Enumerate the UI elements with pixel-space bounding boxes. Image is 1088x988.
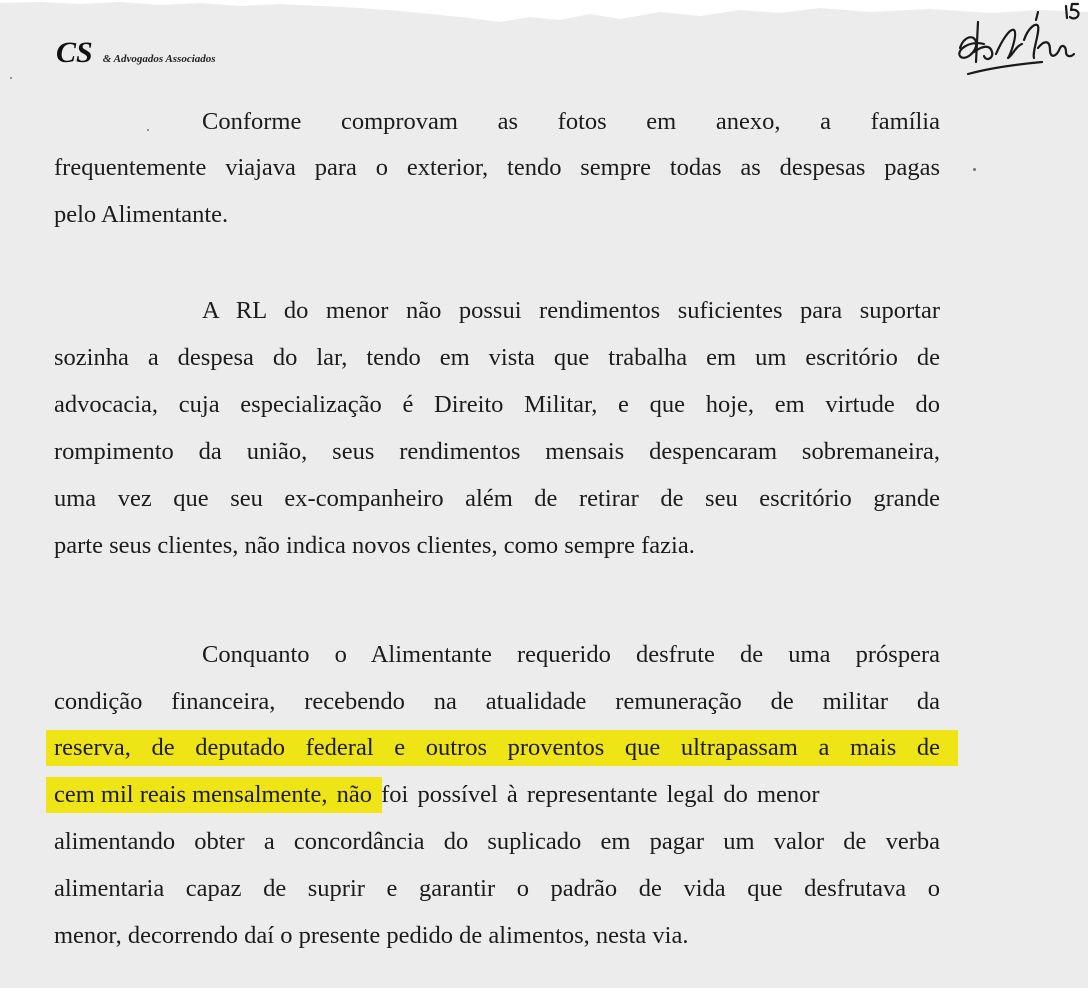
paragraph-1-line-1: Conforme comprovam as fotos em anexo, a família	[202, 108, 940, 135]
paragraph-2-line-4: rompimento da união, seus rendimentos mensais despencaram sobremaneira,	[54, 438, 940, 465]
speck	[147, 129, 149, 131]
paragraph-3-line-5: alimentando obter a concordância do suplicado em pagar um valor de verba	[54, 828, 940, 855]
paragraph-2-line-1: A RL do menor não possui rendimentos suficientes para suportar	[202, 297, 940, 324]
paragraph-1-line-3: pelo Alimentante.	[54, 201, 229, 228]
paragraph-3-line-3-highlighted: reserva, de deputado federal e outros proventos que ultrapassam a mais de	[54, 734, 940, 761]
paragraph-2-line-5: uma vez que seu ex-companheiro além de retirar de seu escritório grande	[54, 485, 940, 512]
letterhead	[56, 36, 216, 70]
paragraph-3-line-2: condição financeira, recebendo na atualidade remuneração de militar da	[54, 688, 940, 715]
firm-name: & Advogados Associados	[102, 53, 216, 65]
paragraph-1-line-2: frequentemente viajava para o exterior, tendo sempre todas as despesas pagas	[54, 154, 940, 181]
paragraph-2-line-3: advocacia, cuja especialização é Direito Militar, e que hoje, em virtude do	[54, 391, 940, 418]
paragraph-3-line-4-rest: não foi possível à representante legal do menor	[327, 781, 820, 808]
paragraph-3-line-1: Conquanto o Alimentante requerido desfrute de uma próspera	[202, 641, 940, 668]
torn-edge	[0, 0, 1088, 30]
paragraph-3-line-6: alimentaria capaz de suprir e garantir o padrão de vida que desfrutava o	[54, 875, 940, 902]
signature-initials-icon	[950, 0, 1088, 90]
paragraph-2-line-6: parte seus clientes, não indica novos clientes, como sempre fazia.	[54, 532, 695, 559]
paragraph-3-line-7: menor, decorrendo daí o presente pedido de alimentos, nesta via.	[54, 922, 689, 949]
paragraph-2-line-2: sozinha a despesa do lar, tendo em vista que trabalha em um escritório de	[54, 344, 940, 371]
firm-logo: CS	[56, 36, 93, 69]
highlighted-text: cem mil reais mensalmente,	[54, 781, 328, 808]
paragraph-3-line-4-highlighted	[54, 780, 820, 810]
speck	[10, 77, 12, 79]
speck	[973, 168, 976, 171]
